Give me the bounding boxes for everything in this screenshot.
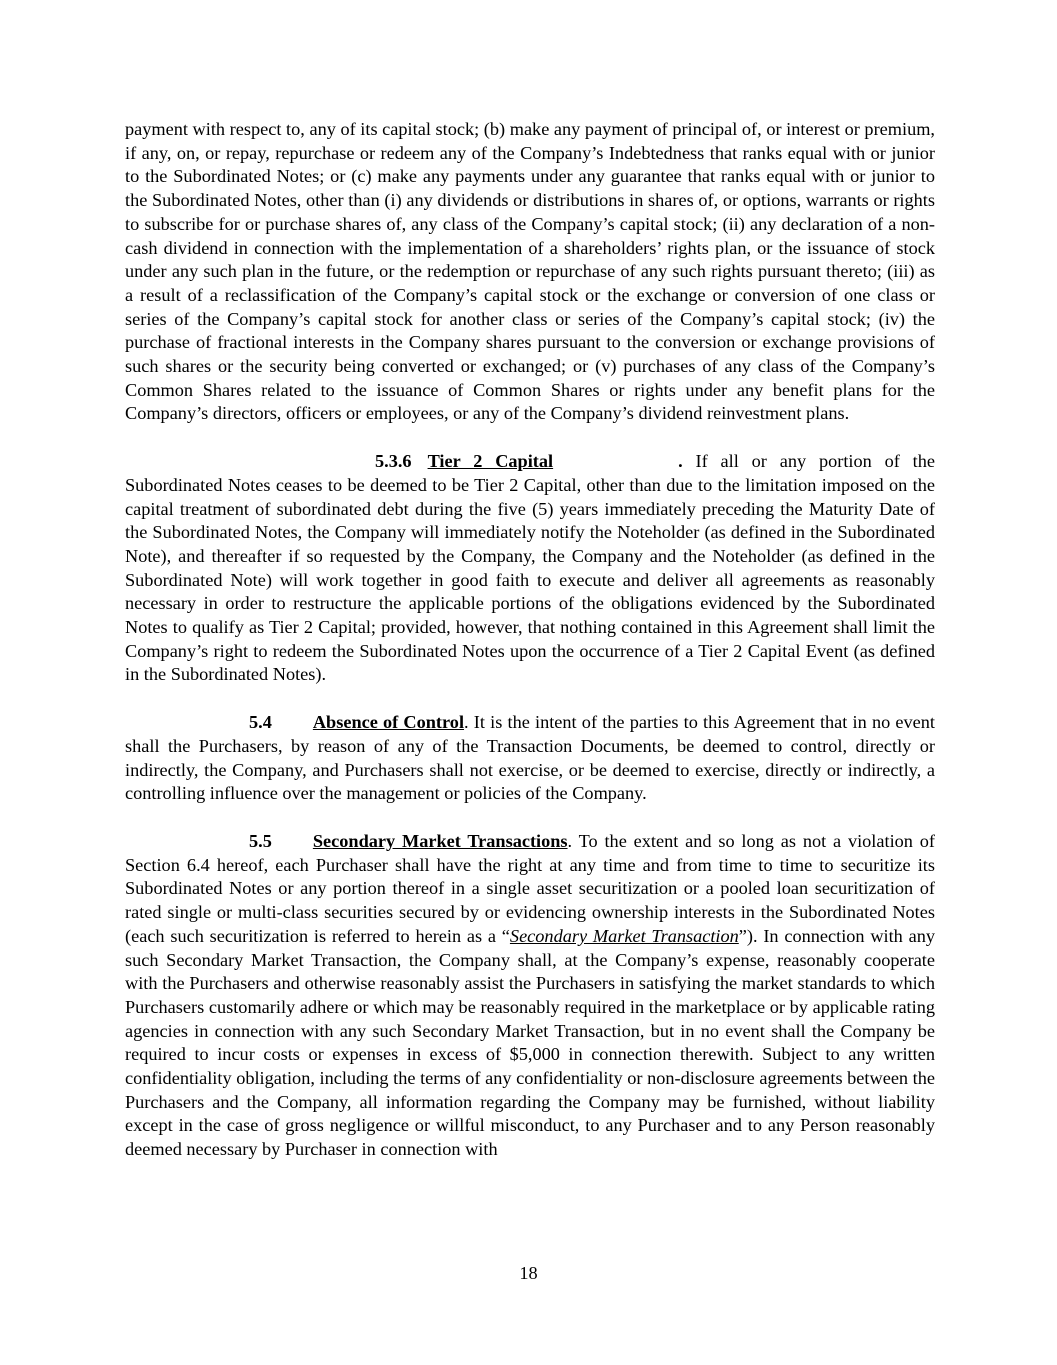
section-title-suffix: . <box>567 830 573 851</box>
section-body: It is the intent of the parties to this Agreement that in no event shall the Purchasers, by reason of any of the Transaction Documents, be deemed to control, directly or indirectly, the Company, and Purchasers shall not exercise, or be deemed to exercise, directly or indirectly, a controlling influence over the management or policies of the Company. <box>125 712 935 804</box>
document-page <box>125 118 935 1162</box>
section-title: Secondary Market Transactions <box>312 830 568 851</box>
section-5-4-paragraph <box>125 711 935 806</box>
section-number: 5.5 <box>249 830 272 851</box>
section-body-part-2: ”). In connection with any such Secondary Market Transaction, the Company shall, at the Company’s expense, reasonably cooperate with the Purchasers and otherwise reasonably assist the Purchasers in satisfying the market standards to which Purchasers customarily adhere or which may be reasonably required in the marketplace or by applicable rating agencies in connection with any such Secondary Market Transaction, but in no event shall the Company be required to incur costs or expenses in excess of $5,000 in connection therewith. Subject to any written confidentiality obligation, including the terms of any confidentiality or non-disclosure agreements between the Purchasers and the Company, all information regarding the Company may be furnished, without liability except in the case of gross negligence or willful misconduct, to any Purchaser and to any Person reasonably deemed necessary by Purchaser in connection with <box>125 925 935 1160</box>
section-title: Absence of Control <box>312 712 465 733</box>
section-title-suffix: . <box>464 712 469 733</box>
section-body-part-1: To the extent and so long as not a violation of Section 6.4 hereof, each Purchaser shall have the right at any time and from time to time to securitize its Subordinated Notes or any portion thereof in a single asset securitization or a pooled loan securitization of rated single or multi-class securities secured by or evidencing ownership interests in the Subordinated Notes (each such securitization is referred to herein as a “ <box>125 830 935 946</box>
section-number: 5.3.6 <box>375 451 412 472</box>
section-body: If all or any portion of the Subordinated Notes ceases to be deemed to be Tier 2 Capital, other than due to the limitation imposed on the capital treatment of subordinated debt during the five (5) years immediately preceding the Maturity Date of the Subordinated Notes, the Company will immediately notify the Noteholder (as defined in the Subordinated Note), and thereafter if so requested by the Company, the Company and the Noteholder (as defined in the Subordinated Note) will work together in good faith to execute and deliver all agreements as reasonably necessary in order to restructure the applicable portions of the obligations evidenced by the Subordinated Notes to qualify as Tier 2 Capital; provided, however, that nothing contained in this Agreement shall limit the Company’s right to redeem the Subordinated Notes upon the occurrence of a Tier 2 Capital Event (as defined in the Subordinated Notes). <box>125 451 935 685</box>
section-5-3-6-paragraph <box>125 450 935 687</box>
section-5-5-paragraph <box>125 830 935 1162</box>
defined-term: Secondary Market Transaction <box>509 925 739 946</box>
page-number: 18 <box>519 1263 538 1283</box>
section-title-suffix: . <box>678 451 683 472</box>
continuation-paragraph: payment with respect to, any of its capital stock; (b) make any payment of principal of, or interest or premium, if any, on, or repay, repurchase or redeem any of the Company’s Indebtedness that ranks equal with or junior to the Subordinated Notes; or (c) make any payments under any guarantee that ranks equal with or junior to the Subordinated Notes, other than (i) any dividends or distributions in shares of, or options, warrants or rights to subscribe for or purchase shares of, any class of the Company’s capital stock; (ii) any declaration of a non-cash dividend in connection with the implementation of a shareholders’ rights plan, or the issuance of stock under any such plan in the future, or the redemption or repurchase of any such rights pursuant thereto; (iii) as a result of a reclassification of the Company’s capital stock or the exchange or conversion of one class or series of the Company’s capital stock for another class or series of the Company’s capital stock; (iv) the purchase of fractional interests in the Company shares pursuant to the conversion or exchange provisions of such shares or the security being converted or exchanged; or (v) purchases of any class of the Company’s Common Shares related to the issuance of Common Shares or rights under any benefit plans for the Company’s directors, officers or employees, or any of the Company’s dividend reinvestment plans. <box>125 119 935 424</box>
section-title: Tier 2 Capital <box>427 451 554 472</box>
section-number: 5.4 <box>249 712 272 733</box>
